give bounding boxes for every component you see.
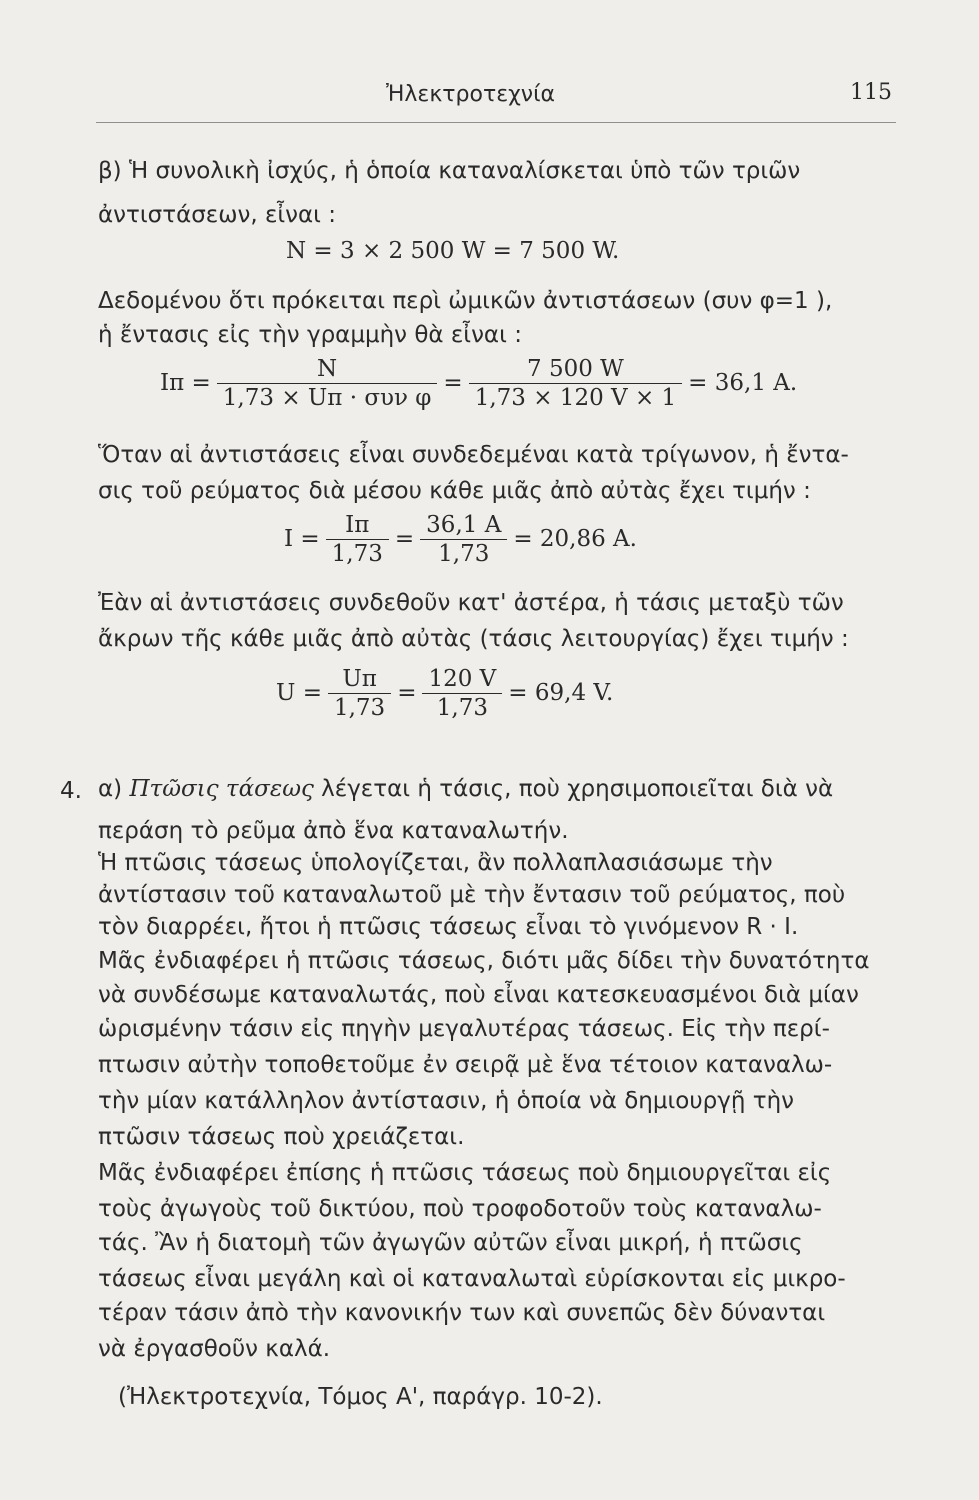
text-line: τάσεως εἶναι μεγάλη καὶ οἱ καταναλωταὶ εὑρίσκονται εἰς μικρο-	[98, 1266, 846, 1292]
text-line: ἡ ἔντασις εἰς τὴν γραμμὴν θὰ εἶναι :	[98, 322, 522, 348]
text-line: Μᾶς ἐνδιαφέρει ἡ πτῶσις τάσεως, διότι μᾶς δίδει τὴν δυνατότητα	[98, 948, 870, 974]
numerator: 120 V	[422, 668, 502, 694]
text-line: νὰ ἐργασθοῦν καλά.	[98, 1336, 331, 1362]
fraction	[326, 514, 389, 566]
text-line: νὰ συνδέσωμε καταναλωτάς, ποὺ εἶναι κατεσκευασμένοι διὰ μίαν	[98, 982, 859, 1008]
text-line: Ἡ πτῶσις τάσεως ὑπολογίζεται, ἂν πολλαπλασιάσωμε τὴν	[98, 850, 773, 876]
text-line	[98, 778, 833, 801]
fraction	[217, 358, 438, 410]
denominator: 1,73 × Uπ · συν φ	[222, 385, 432, 411]
text-line: τὸν διαρρέει, ἤτοι ἡ πτῶσις τάσεως εἶναι τὸ γινόμενον R · I.	[98, 914, 799, 940]
text-line: Ὅταν αἱ ἀντιστάσεις εἶναι συνδεδεμέναι κατὰ τρίγωνον, ἡ ἔντα-	[98, 442, 849, 468]
denominator: 1,73	[436, 695, 488, 721]
item-letter: α)	[98, 776, 123, 802]
section-number: 4.	[60, 778, 82, 804]
fraction	[422, 668, 502, 720]
numerator: Uπ	[328, 668, 391, 694]
text-line: τάς. Ἂν ἡ διατομὴ τῶν ἀγωγῶν αὐτῶν εἶναι μικρή, ἡ πτῶσις	[98, 1230, 803, 1256]
equation-lhs: U =	[276, 680, 322, 706]
header-rule	[96, 122, 896, 123]
text-line: ὡρισμένην τάσιν εἰς πηγὴν μεγαλυτέρας τάσεως. Εἰς τὴν περί-	[98, 1016, 830, 1042]
text-line: ἀντίστασιν τοῦ καταναλωτοῦ μὲ τὴν ἔντασιν τοῦ ρεύματος, ποὺ	[98, 882, 846, 908]
text-line: ἀντιστάσεων, εἶναι :	[98, 202, 337, 228]
equation-power: N = 3 × 2 500 W = 7 500 W.	[286, 238, 620, 264]
denominator: 1,73	[331, 541, 383, 567]
fraction	[328, 668, 391, 720]
text-line: Μᾶς ἐνδιαφέρει ἐπίσης ἡ πτῶσις τάσεως ποὺ δημιουργεῖται εἰς	[98, 1160, 832, 1186]
equation-lhs: Iπ =	[160, 370, 211, 396]
text-line: Δεδομένου ὅτι πρόκειται περὶ ὠμικῶν ἀντιστάσεων (συν φ=1 ),	[98, 288, 833, 314]
numerator: 36,1 A	[420, 514, 507, 540]
equation-phase-voltage	[276, 668, 613, 720]
equation-result: = 36,1 A.	[688, 370, 798, 396]
numerator: N	[217, 358, 438, 384]
fraction	[420, 514, 507, 566]
equation-result: = 69,4 V.	[508, 680, 614, 706]
text-line: σις τοῦ ρεύματος διὰ μέσου κάθε μιᾶς ἀπὸ αὐτὰς ἔχει τιμήν :	[98, 478, 811, 504]
denominator: 1,73	[438, 541, 490, 567]
text-line: τοὺς ἀγωγοὺς τοῦ δικτύου, ποὺ τροφοδοτοῦν τοὺς καταναλω-	[98, 1196, 822, 1222]
text-line: ἄκρων τῆς κάθε μιᾶς ἀπὸ αὐτὰς (τάσις λειτουργίας) ἔχει τιμήν :	[98, 626, 849, 652]
text-line: περάση τὸ ρεῦμα ἀπὸ ἕνα καταναλωτήν.	[98, 818, 569, 844]
numerator: Iπ	[326, 514, 389, 540]
denominator: 1,73	[333, 695, 386, 721]
equation-line-current	[160, 358, 797, 410]
running-header-title: Ἠλεκτροτεχνία	[386, 82, 556, 107]
page-number: 115	[850, 80, 892, 105]
text-line: πτωσιν αὐτὴν τοποθετοῦμε ἐν σειρᾷ μὲ ἕνα τέτοιον καταναλω-	[98, 1052, 833, 1078]
line-rest: λέγεται ἡ τάσις, ποὺ χρησιμοποιεῖται διὰ νὰ	[321, 776, 834, 802]
equals-sign: =	[443, 370, 463, 396]
equals-sign: =	[397, 680, 417, 706]
denominator: 1,73 × 120 V × 1	[474, 385, 677, 411]
equals-sign: =	[394, 526, 415, 552]
text-line: τέραν τάσιν ἀπὸ τὴν κανονικήν των καὶ συνεπῶς δὲν δύνανται	[98, 1300, 826, 1326]
equation-phase-current	[284, 514, 637, 566]
equation-lhs: I =	[284, 526, 320, 552]
fraction	[469, 358, 682, 410]
text-line: τὴν μίαν κατάλληλον ἀντίστασιν, ἡ ὁποία νὰ δημιουργῇ τὴν	[98, 1088, 795, 1114]
reference-citation: (Ἠλεκτροτεχνία, Τόμος Α', παράγρ. 10-2).	[118, 1384, 603, 1410]
text-line: πτῶσιν τάσεως ποὺ χρειάζεται.	[98, 1124, 465, 1150]
text-line: Ἐὰν αἱ ἀντιστάσεις συνδεθοῦν κατ' ἀστέρα, ἡ τάσις μεταξὺ τῶν	[98, 590, 844, 616]
numerator: 7 500 W	[469, 358, 682, 384]
equation-result: = 20,86 A.	[513, 526, 637, 552]
defined-term: Πτῶσις τάσεως	[129, 776, 314, 802]
text-line: β) Ἡ συνολικὴ ἰσχύς, ἡ ὁποία καταναλίσκεται ὑπὸ τῶν τριῶν	[98, 158, 801, 184]
